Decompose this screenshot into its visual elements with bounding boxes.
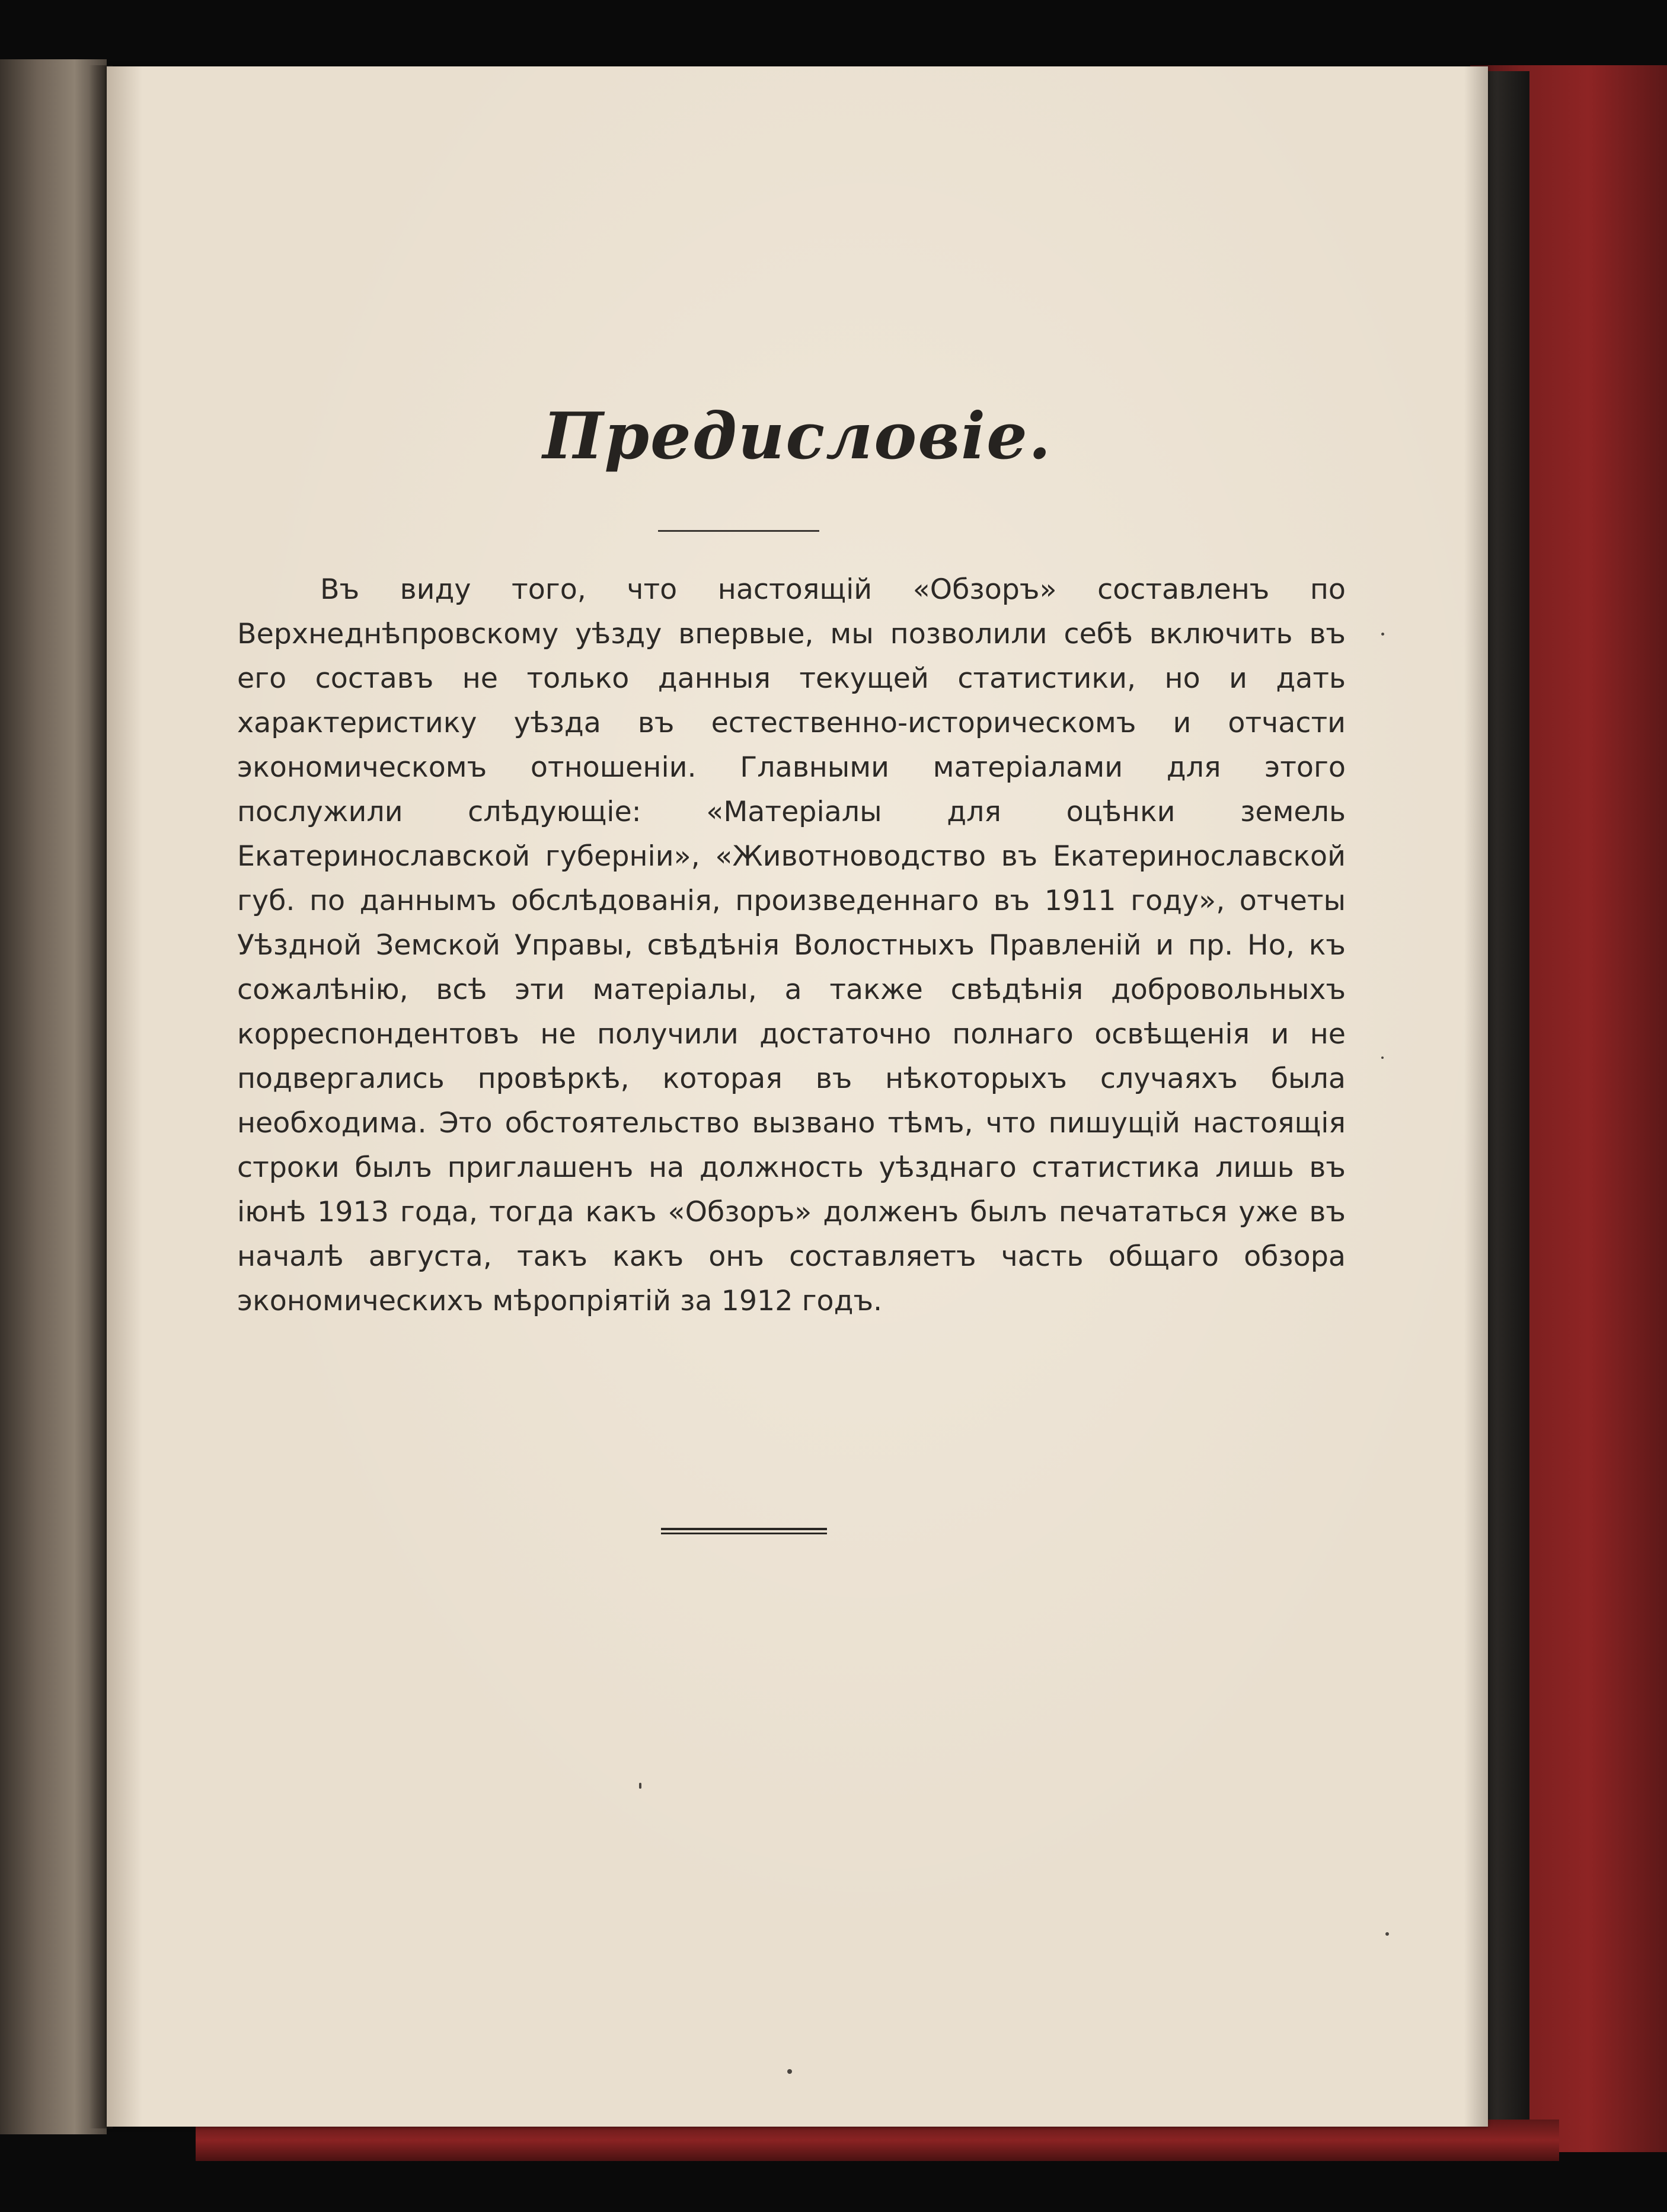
paper-speck <box>639 1783 641 1789</box>
paper-speck <box>1381 633 1384 636</box>
paper-speck <box>1385 1932 1389 1936</box>
paper-speck <box>1381 1056 1384 1059</box>
page-title: Предисловіе. <box>542 399 1052 474</box>
end-rule-line-top <box>661 1528 827 1530</box>
end-double-rule <box>661 1528 827 1534</box>
paper-speck <box>787 2069 792 2074</box>
title-divider <box>658 530 819 532</box>
preface-paragraph: Въ виду того, что настоящій «Обзоръ» составленъ по Верхнеднѣпровскому уѣзду впервые, мы позволили себѣ включить въ его составъ не только данныя текущей статистики, но и дать характеристику уѣзда въ естественно-историческомъ и отчасти экономическомъ отношеніи. Главными матеріалами для этого послужили слѣдующіе: «Матеріалы для оцѣнки земель Екатеринославской губерніи», «Животноводство въ Екатеринославской губ. по даннымъ обслѣдованія, произведеннаго въ 1911 году», отчеты Уѣздной Земской Управы, свѣдѣнія Волостныхъ Правленій и пр. Но, къ сожалѣнію, всѣ эти матеріалы, а также свѣдѣнія добровольныхъ корреспондентовъ не получили достаточно полнаго освѣщенія и не подвергались провѣркѣ, которая въ нѣкоторыхъ случаяхъ была необходима. Это обстоятельство вызвано тѣмъ, что пишущій настоящія строки былъ приглашенъ на должность уѣзднаго статистика лишь въ іюнѣ 1913 года, тогда какъ «Обзоръ» долженъ былъ печататься уже въ началѣ августа, такъ какъ онъ составляетъ часть общаго обзора экономическихъ мѣропріятій за 1912 годъ. <box>237 573 1346 1317</box>
book-page <box>107 66 1488 2127</box>
end-rule-line-bottom <box>661 1533 827 1534</box>
